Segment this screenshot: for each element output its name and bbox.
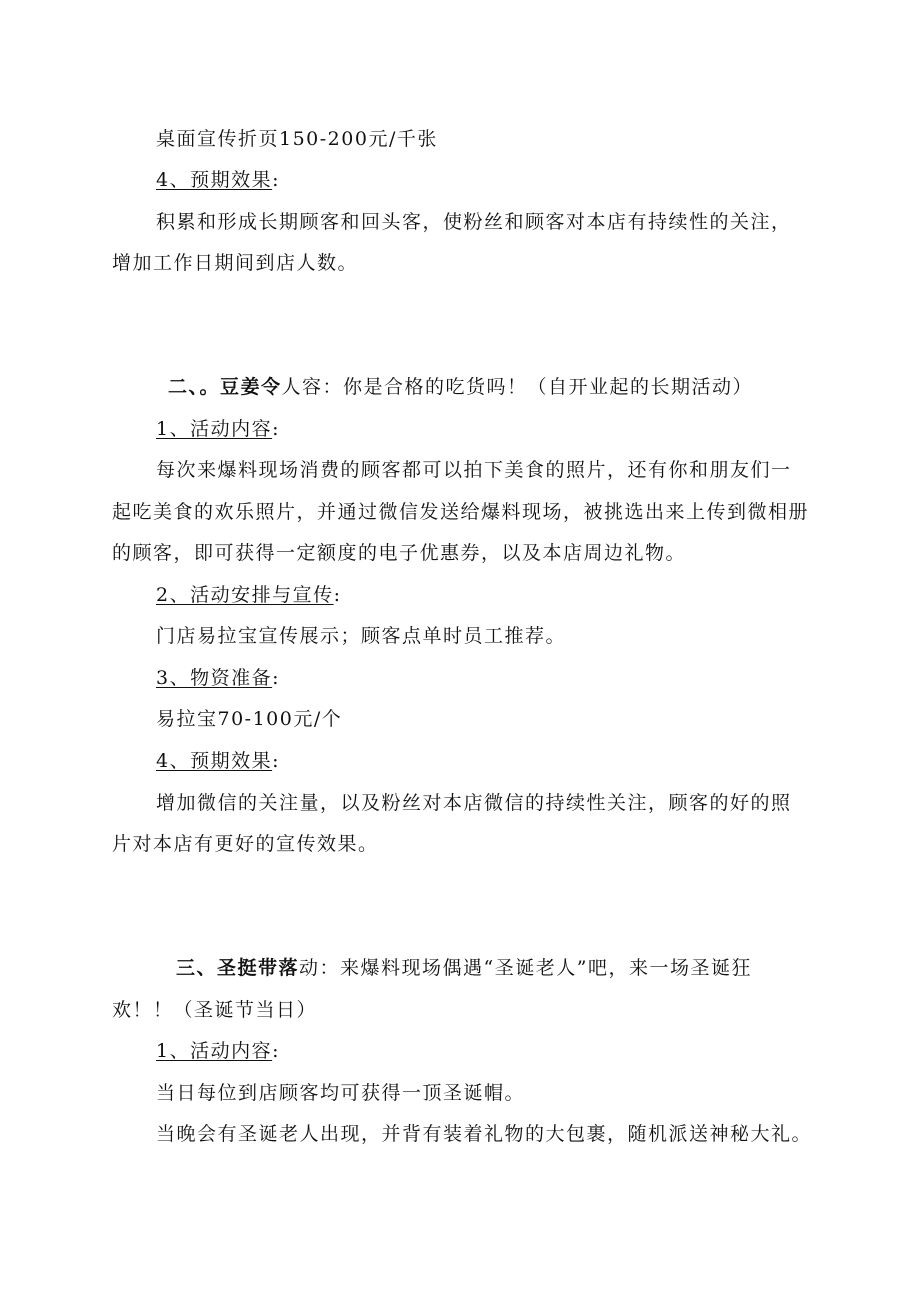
subheading-colon: : [272,418,280,440]
subheading [156,748,280,774]
section-title [176,955,752,981]
paragraph-line: 的顾客，即可获得一定额度的电子优惠券，以及本店周边礼物。 [112,542,687,564]
paragraph-line: 门店易拉宝宣传展示；顾客点单时员工推荐。 [156,625,567,647]
section-title-rest: 动：来爆料现场偶遇“圣诞老人”吧，来一场圣诞狂 [299,957,752,979]
paragraph-line: 易拉宝70-100元/个 [156,708,343,730]
subheading [156,416,280,442]
subheading [156,1038,280,1064]
paragraph-line: 增加工作日期间到店人数。 [112,252,359,274]
material-line: 桌面宣传折页150-200元/千张 [156,128,438,150]
section-title-rest: 人容：你是合格的吃货吗！（自开业起的长期活动） [281,376,754,398]
paragraph-line: 每次来爆料现场消费的顾客都可以拍下美食的照片，还有你和朋友们一 [156,459,792,481]
paragraph-line: 当晚会有圣诞老人出现，并背有装着礼物的大包裹，随机派送神秘大礼。 [156,1123,813,1145]
paragraph-line: 起吃美食的欢乐照片，并通过微信发送给爆料现场，被挑选出来上传到微相册 [112,501,810,523]
subheading-text: 1、活动内容 [156,418,273,440]
subheading-colon: : [333,584,342,606]
subheading-text: 2、活动安排与宣传 [156,584,334,606]
heading-colon: : [272,169,280,191]
section-title-bold: 二、。豆姜令 [168,376,282,398]
subheading-text: 3、物资准备 [156,667,273,689]
subheading-text: 1、活动内容 [156,1040,273,1062]
subheading-colon: : [272,667,280,689]
subheading-colon: : [272,750,280,772]
paragraph-line: 当日每位到店顾客均可获得一顶圣诞帽。 [156,1082,526,1104]
subheading [156,665,280,691]
subheading-colon: : [272,1040,280,1062]
section-title-continuation: 欢！！（圣诞节当日） [112,999,318,1021]
subheading-text: 4、预期效果 [156,750,273,772]
subheading [156,582,342,608]
heading-text: 4、预期效果 [156,169,273,191]
expected-effect-heading [156,167,280,193]
paragraph-line: 片对本店有更好的宣传效果。 [112,833,379,855]
section-title [168,374,753,400]
paragraph-line: 积累和形成长期顾客和回头客，使粉丝和顾客对本店有持续性的关注， [156,211,792,233]
section-title-bold: 三、圣挺带落 [176,957,300,979]
paragraph-line: 增加微信的关注量，以及粉丝对本店微信的持续性关注，顾客的好的照 [156,792,792,814]
